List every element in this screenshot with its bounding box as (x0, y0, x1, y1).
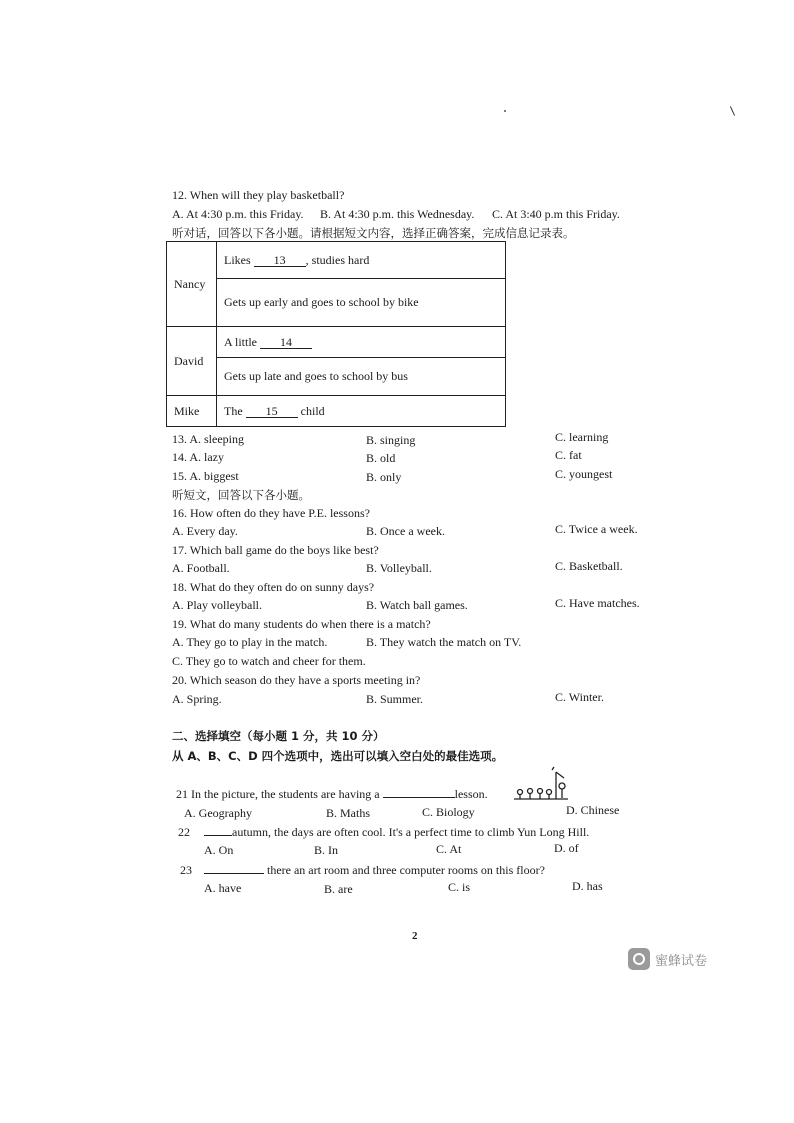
q17-question: 17. Which ball game do the boys like best? (172, 543, 379, 557)
q21-option-b: B. Maths (326, 806, 371, 820)
scan-mark (730, 106, 735, 115)
page-number: 2 (412, 930, 418, 942)
table-cell-david-1: A little 14 (217, 327, 506, 358)
q16-question: 16. How often do they have P.E. lessons? (172, 506, 370, 520)
table-name-nancy: Nancy (167, 242, 217, 327)
q20-option-c: C. Winter. (555, 690, 604, 704)
q23-question: 23 there an art room and three computer rooms on this floor? (180, 863, 545, 877)
q21-option-a: A. Geography (184, 806, 252, 820)
q12-question: 12. When will they play basketball? (172, 188, 345, 202)
q22-option-d: D. of (554, 841, 579, 855)
q13-option-a: 13. A. sleeping (172, 432, 244, 446)
section2-instruction: 从 A、B、C、D 四个选项中，选出可以填入空白处的最佳选项。 (172, 749, 504, 763)
q21-option-c: C. Biology (422, 805, 475, 819)
info-record-table (166, 241, 506, 427)
q22-blank (204, 835, 232, 836)
q12-option-a: A. At 4:30 p.m. this Friday. (172, 207, 304, 221)
q20-option-a: A. Spring. (172, 692, 222, 706)
q22-option-a: A. On (204, 843, 234, 857)
q22-question: 22 autumn, the days are often cool. It's a perfect time to climb Yun Long Hill. (178, 825, 590, 839)
q14-option-b: B. old (366, 451, 396, 465)
q16-option-c: C. Twice a week. (555, 522, 638, 536)
q17-option-a: A. Football. (172, 561, 230, 575)
q23-blank (204, 873, 264, 874)
q18-option-c: C. Have matches. (555, 596, 640, 610)
q21-question: 21 In the picture, the students are having a lesson. (176, 787, 488, 801)
q17-option-c: C. Basketball. (555, 559, 623, 573)
blank-15: 15 (246, 405, 298, 418)
section2-title: 二、选择填空（每小题 1 分，共 10 分） (172, 729, 385, 743)
table-cell-david-2: Gets up late and goes to school by bus (217, 358, 506, 396)
section-listen-dialog-instruction: 听对话，回答以下各小题。请根据短文内容，选择正确答案，完成信息记录表。 (172, 226, 575, 240)
q23-option-b: B. are (324, 882, 353, 896)
table-name-mike: Mike (167, 396, 217, 427)
q15-option-b: B. only (366, 470, 402, 484)
q19-option-b: B. They watch the match on TV. (366, 635, 522, 649)
q14-option-c: C. fat (555, 448, 582, 462)
q19-option-c: C. They go to watch and cheer for them. (172, 654, 366, 668)
q20-question: 20. Which season do they have a sports meeting in? (172, 673, 421, 687)
q14-option-a: 14. A. lazy (172, 450, 224, 464)
table-name-david: David (167, 327, 217, 396)
q22-option-b: B. In (314, 843, 338, 857)
section-listen-passage-instruction: 听短文，回答以下各小题。 (172, 488, 310, 502)
watermark-logo (628, 948, 707, 970)
q13-option-b: B. singing (366, 433, 416, 447)
q16-option-a: A. Every day. (172, 524, 238, 538)
q23-option-a: A. have (204, 881, 242, 895)
q12-option-c: C. At 3:40 p.m this Friday. (492, 207, 620, 221)
q20-option-b: B. Summer. (366, 692, 424, 706)
q19-option-a: A. They go to play in the match. (172, 635, 328, 649)
watermark-logo-icon (628, 948, 650, 970)
blank-14: 14 (260, 336, 312, 349)
q12-option-b: B. At 4:30 p.m. this Wednesday. (320, 207, 475, 221)
q17-option-b: B. Volleyball. (366, 561, 432, 575)
q18-question: 18. What do they often do on sunny days? (172, 580, 375, 594)
table-cell-nancy-2: Gets up early and goes to school by bike (217, 279, 506, 327)
q16-option-b: B. Once a week. (366, 524, 445, 538)
students-lesson-picture-icon (512, 766, 570, 802)
q18-option-b: B. Watch ball games. (366, 598, 468, 612)
q23-option-d: D. has (572, 879, 603, 893)
q21-option-d: D. Chinese (566, 803, 620, 817)
watermark-text: 蜜蜂试卷 (655, 953, 708, 969)
table-cell-mike-1: The 15 child (217, 396, 506, 427)
q22-option-c: C. At (436, 842, 462, 856)
table-cell-nancy-1: Likes 13 , studies hard (217, 242, 506, 279)
q18-option-a: A. Play volleyball. (172, 598, 262, 612)
q15-option-c: C. youngest (555, 467, 613, 481)
q21-blank (383, 797, 455, 798)
blank-13: 13 (254, 254, 306, 267)
q13-option-c: C. learning (555, 430, 609, 444)
q15-option-a: 15. A. biggest (172, 469, 239, 483)
q19-question: 19. What do many students do when there is a match? (172, 617, 431, 631)
scan-speck (504, 110, 506, 112)
q23-option-c: C. is (448, 880, 471, 894)
